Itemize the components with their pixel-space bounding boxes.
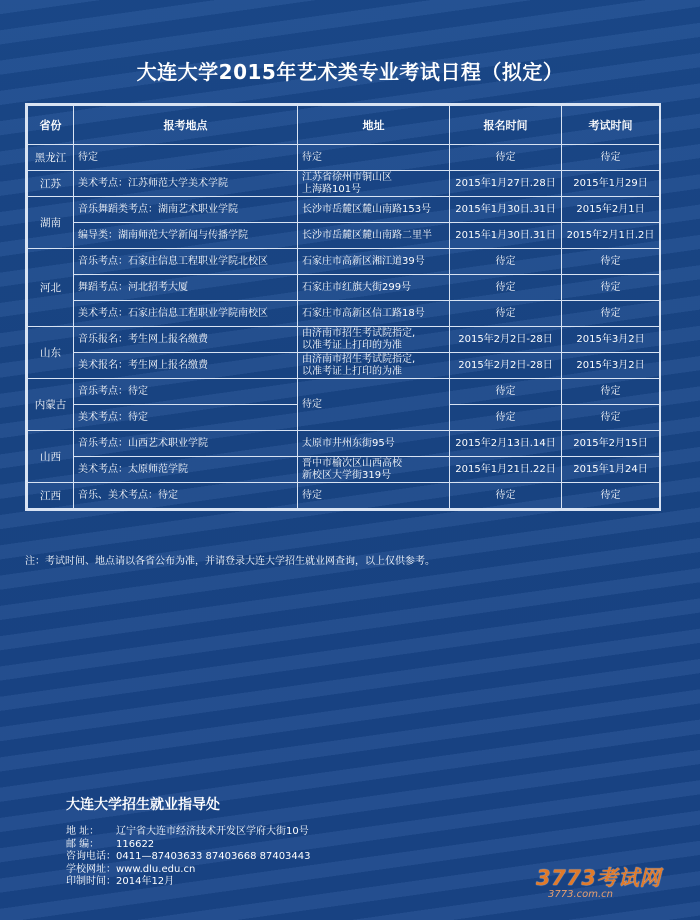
address-cell (298, 171, 450, 197)
place-cell: 美术考点：石家庄信息工程职业学院南校区 (74, 301, 298, 327)
signup-cell: 待定 (450, 301, 562, 327)
table-header-row (28, 106, 660, 145)
signup-cell: 2015年2月2日-28日 (450, 353, 562, 379)
print-row (66, 876, 311, 889)
table-row (28, 379, 660, 405)
exam-cell: 2015年2月1日.2日 (562, 223, 660, 249)
exam-cell: 2015年1月24日 (562, 457, 660, 483)
phone-value: 0411—87403633 87403668 87403443 (116, 851, 311, 862)
web-value[interactable]: www.dlu.edu.cn (116, 863, 196, 875)
header-place: 报考地点 (74, 106, 298, 145)
address-cell: 长沙市岳麓区麓山南路153号 (298, 197, 450, 223)
exam-cell: 2015年2月15日 (562, 431, 660, 457)
footnote: 注：考试时间、地点请以各省公布为准，并请登录大连大学招生就业网查询，以上仅供参考。 (25, 556, 435, 567)
address-row (66, 826, 311, 839)
address-cell: 长沙市岳麓区麓山南路二里半 (298, 223, 450, 249)
address-line: 以准考证上打印的为准 (302, 339, 402, 351)
exam-cell: 待定 (562, 483, 660, 509)
province-cell: 山西 (28, 431, 74, 483)
province-cell: 江西 (28, 483, 74, 509)
address-cell (298, 353, 450, 379)
address-label: 地 址： (66, 826, 100, 837)
place-cell: 美术考点：太原师范学院 (74, 457, 298, 483)
address-line: 上海路101号 (302, 183, 362, 195)
header-exam-time: 考试时间 (562, 106, 660, 145)
province-cell: 山东 (28, 327, 74, 379)
table-row (28, 249, 660, 275)
contact-info (66, 826, 311, 889)
signup-cell: 待定 (450, 379, 562, 405)
address-cell: 待定 (298, 145, 450, 171)
signup-cell: 2015年1月21日.22日 (450, 457, 562, 483)
province-cell: 湖南 (28, 197, 74, 249)
exam-cell: 待定 (562, 405, 660, 431)
address-cell: 石家庄市高新区信工路18号 (298, 301, 450, 327)
exam-cell: 待定 (562, 275, 660, 301)
address-line: 晋中市榆次区山西高校 (302, 457, 402, 469)
province-cell: 江苏 (28, 171, 74, 197)
zip-row (66, 839, 311, 852)
place-cell: 音乐舞蹈类考点：湖南艺术职业学院 (74, 197, 298, 223)
place-cell: 美术报名：考生网上报名缴费 (74, 353, 298, 379)
address-cell: 石家庄市红旗大街299号 (298, 275, 450, 301)
exam-cell: 2015年3月2日 (562, 353, 660, 379)
exam-cell: 待定 (562, 301, 660, 327)
place-cell: 音乐考点：石家庄信息工程职业学院北校区 (74, 249, 298, 275)
province-cell: 黑龙江 (28, 145, 74, 171)
exam-cell: 2015年3月2日 (562, 327, 660, 353)
place-cell: 美术考点：待定 (74, 405, 298, 431)
header-address: 地址 (298, 106, 450, 145)
watermark-logo: 3773考试网 (536, 866, 661, 890)
signup-cell: 2015年1月27日.28日 (450, 171, 562, 197)
table-row (28, 171, 660, 197)
web-label: 学校网址： (66, 863, 116, 875)
address-cell: 待定 (298, 379, 450, 431)
address-cell: 太原市井州东街95号 (298, 431, 450, 457)
signup-cell: 待定 (450, 145, 562, 171)
signup-cell: 待定 (450, 483, 562, 509)
table-row (28, 483, 660, 509)
exam-cell: 待定 (562, 145, 660, 171)
header-province: 省份 (28, 106, 74, 145)
province-cell: 内蒙古 (28, 379, 74, 431)
address-line: 由济南市招生考试院指定, (302, 353, 416, 365)
place-cell: 音乐考点：待定 (74, 379, 298, 405)
place-cell: 音乐、美术考点：待定 (74, 483, 298, 509)
signup-cell: 2015年2月13日.14日 (450, 431, 562, 457)
signup-cell: 待定 (450, 249, 562, 275)
phone-label: 咨询电话： (66, 851, 116, 862)
table-row (28, 431, 660, 457)
table-row (28, 197, 660, 223)
address-cell: 石家庄市高新区湘江道39号 (298, 249, 450, 275)
place-cell: 美术考点：江苏师范大学美术学院 (74, 171, 298, 197)
table-row (28, 301, 660, 327)
phone-row (66, 851, 311, 864)
org-name: 大连大学招生就业指导处 (66, 797, 220, 813)
print-value: 2014年12月 (116, 876, 175, 887)
exam-cell: 2015年1月29日 (562, 171, 660, 197)
signup-cell: 2015年2月2日-28日 (450, 327, 562, 353)
table-row (28, 145, 660, 171)
address-cell (298, 457, 450, 483)
table-row (28, 223, 660, 249)
signup-cell: 待定 (450, 275, 562, 301)
exam-cell: 待定 (562, 249, 660, 275)
signup-cell: 2015年1月30日.31日 (450, 223, 562, 249)
province-cell: 河北 (28, 249, 74, 327)
address-cell: 待定 (298, 483, 450, 509)
address-cell (298, 327, 450, 353)
place-cell: 音乐考点：山西艺术职业学院 (74, 431, 298, 457)
place-cell: 音乐报名：考生网上报名缴费 (74, 327, 298, 353)
page-title: 大连大学2015年艺术类专业考试日程（拟定） (136, 60, 564, 84)
place-cell: 舞蹈考点：河北招考大厦 (74, 275, 298, 301)
place-cell: 编导类：湖南师范大学新闻与传播学院 (74, 223, 298, 249)
exam-cell: 待定 (562, 379, 660, 405)
table-row (28, 327, 660, 353)
exam-cell: 2015年2月1日 (562, 197, 660, 223)
address-line: 以准考证上打印的为准 (302, 365, 402, 377)
print-label: 印制时间： (66, 876, 116, 887)
address-line: 江苏省徐州市铜山区 (302, 171, 392, 183)
header-signup-time: 报名时间 (450, 106, 562, 145)
place-cell: 待定 (74, 145, 298, 171)
web-row (66, 864, 311, 877)
address-line: 由济南市招生考试院指定, (302, 327, 416, 339)
signup-cell: 待定 (450, 405, 562, 431)
zip-label: 邮 编： (66, 838, 100, 850)
schedule-table (25, 103, 661, 511)
watermark-url: 3773.com.cn (548, 889, 613, 900)
address-value: 辽宁省大连市经济技术开发区学府大街10号 (116, 826, 309, 837)
zip-value: 116622 (116, 838, 155, 850)
table-row (28, 353, 660, 379)
signup-cell: 2015年1月30日.31日 (450, 197, 562, 223)
table-row (28, 275, 660, 301)
address-line: 新校区大学街319号 (302, 469, 392, 481)
table-row (28, 457, 660, 483)
